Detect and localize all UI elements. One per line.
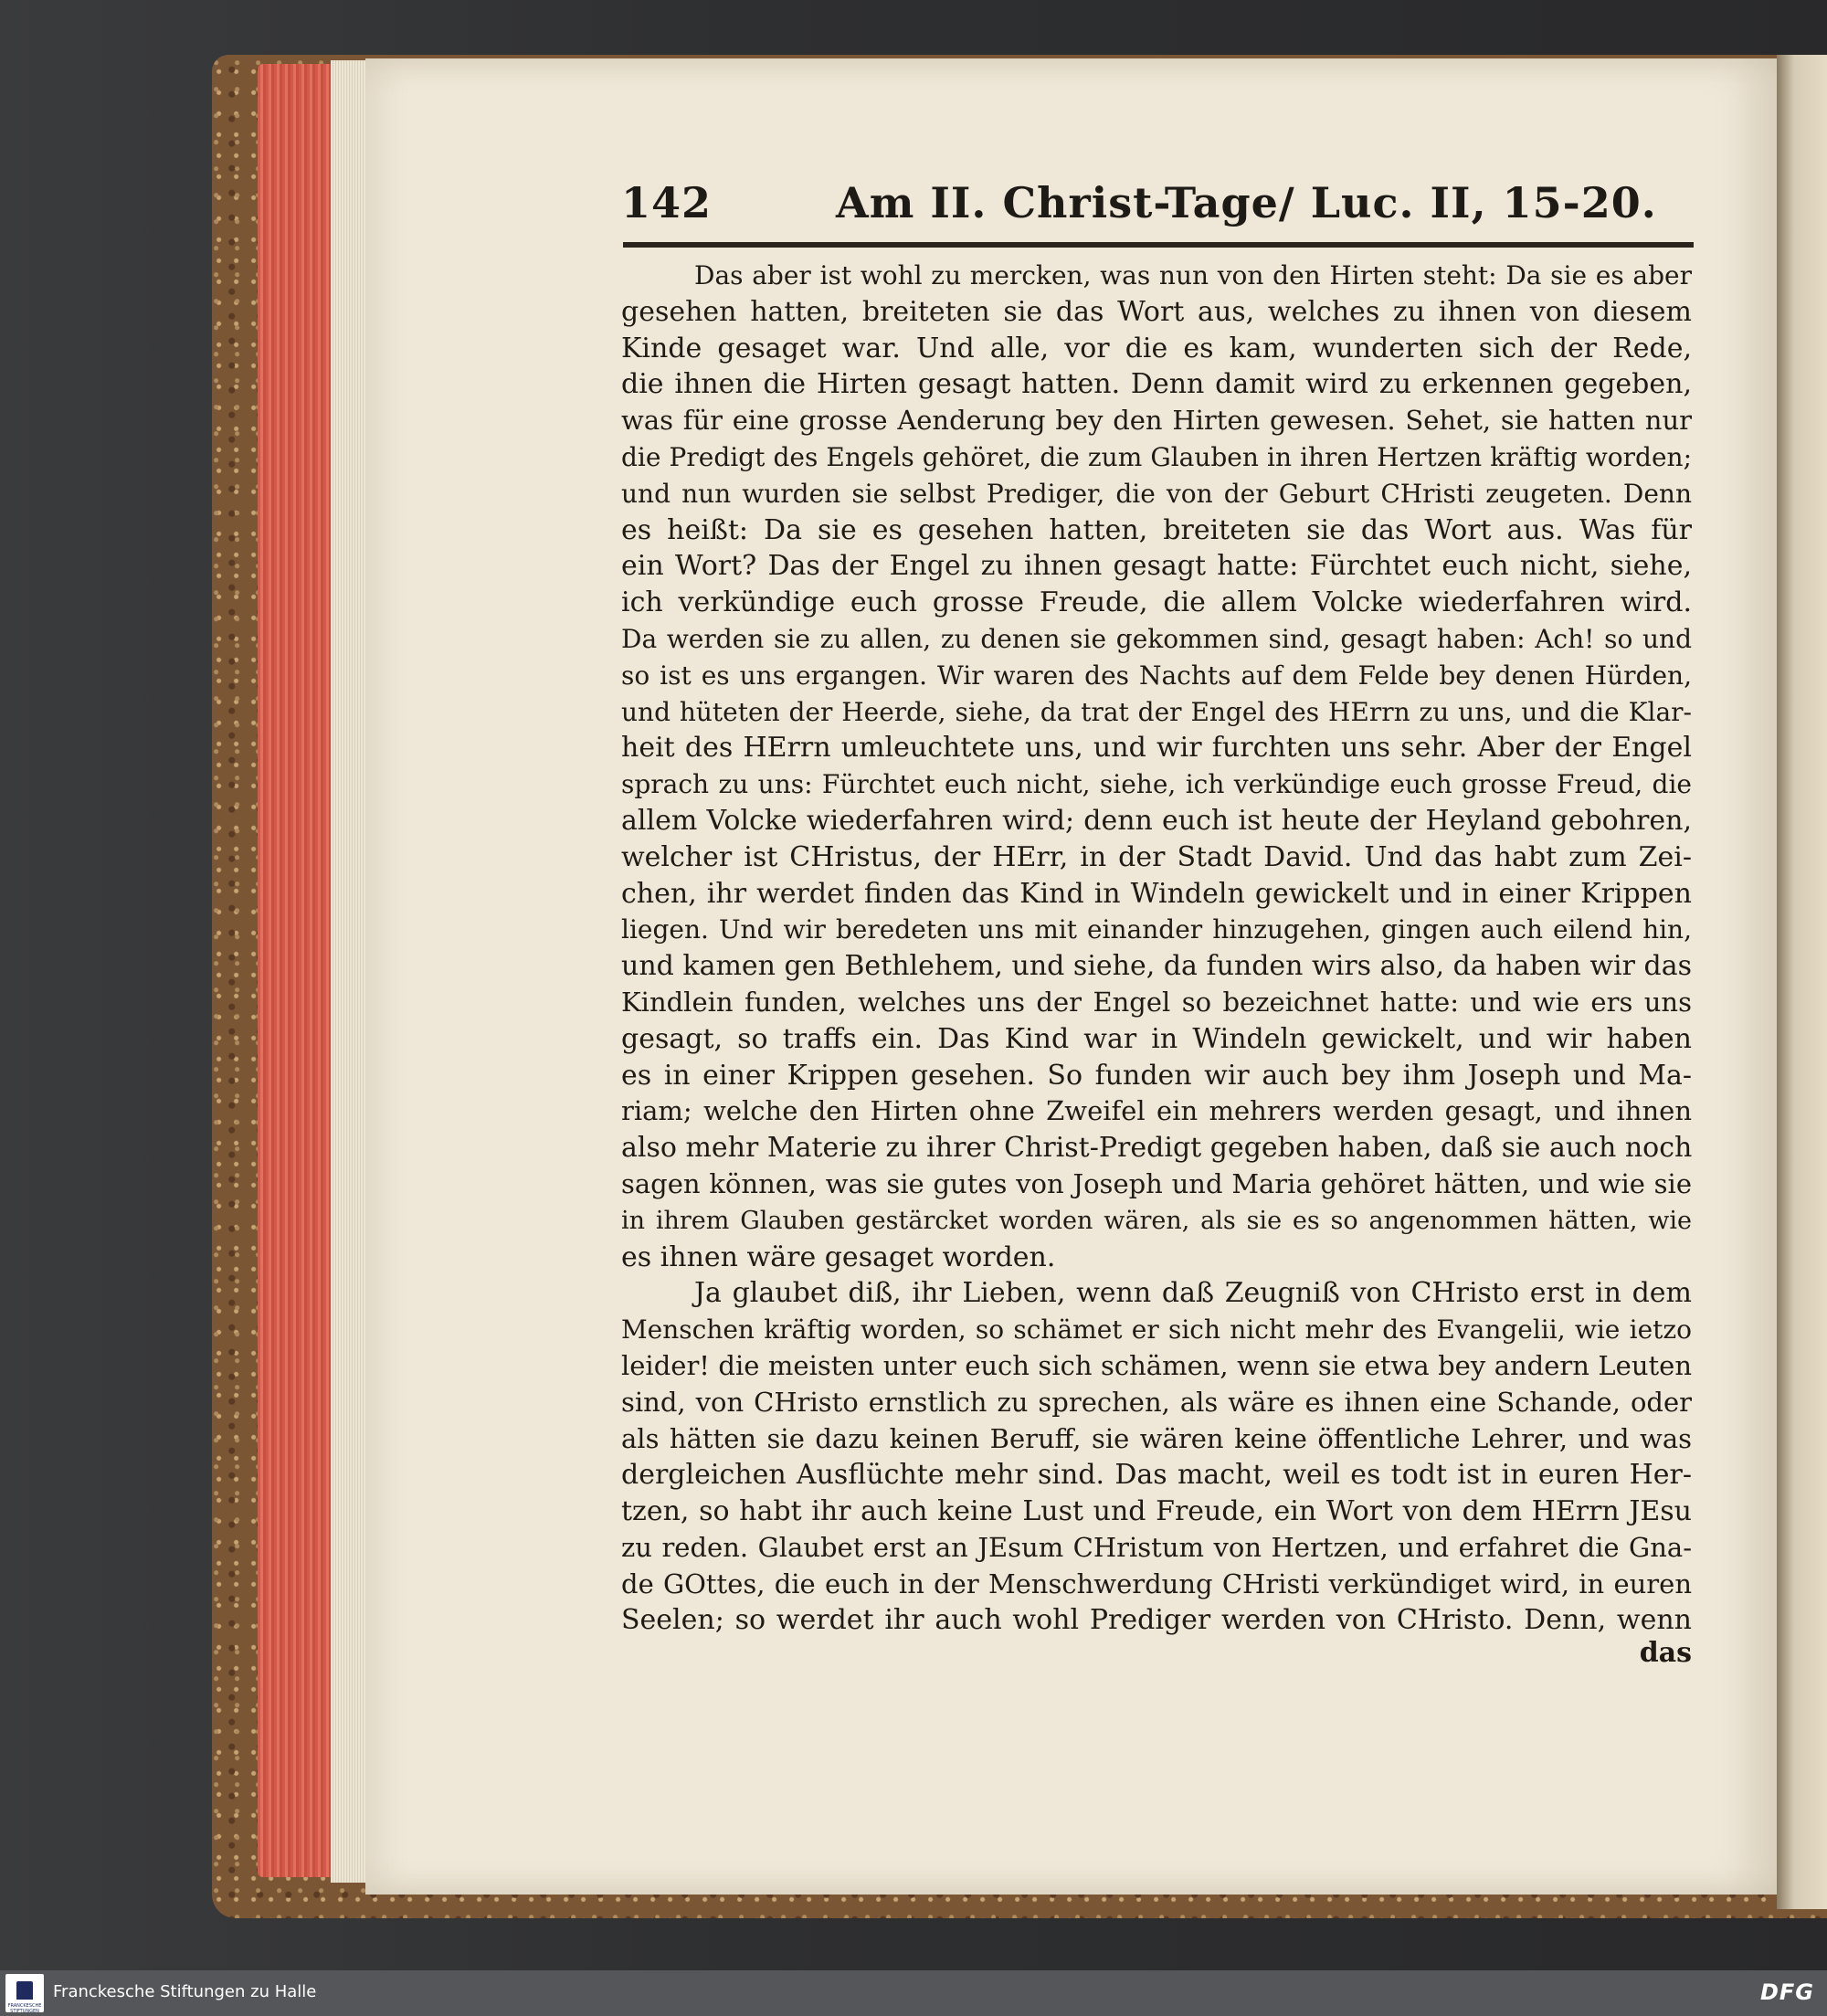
running-head [621,178,1699,242]
text-line: de GOttes, die euch in der Menschwerdung CHristi verkündiget wird, in euren [621,1567,1692,1599]
red-page-edge [258,64,333,1877]
text-line: allem Volcke wiederfahren wird; denn euch ist heute der Heyland gebohren, [621,804,1692,837]
running-head-title: Am II. Christ-Tage/ Luc. II, 15-20. [836,178,1657,227]
text-line: Da werden sie zu allen, zu denen sie gekommen sind, gesagt haben: Ach! so und [621,623,1692,654]
facing-page [1777,55,1827,1909]
text-line: was für eine grosse Aenderung bey den Hirten gewesen. Sehet, sie hatten nur [621,405,1692,437]
header-rule [623,242,1694,248]
text-line: tzen, so habt ihr auch keine Lust und Freude, ein Wort von dem HErrn JEsu [621,1495,1692,1528]
body-text [621,258,1692,1669]
text-line: sagen können, was sie gutes von Joseph und Maria gehöret hätten, und wie sie [621,1167,1692,1199]
institution-logo[interactable] [5,1974,44,2012]
text-line: Seelen; so werdet ihr auch wohl Prediger werden von CHristo. Denn, wenn [621,1604,1692,1637]
text-line: riam; welche den Hirten ohne Zweifel ein mehrers werden gesagt, und ihnen [621,1095,1692,1127]
text-line: gesehen hatten, breiteten sie das Wort aus, welches zu ihnen von diesem [621,295,1692,328]
text-line: also mehr Materie zu ihrer Christ-Predigt gegeben haben, daß sie auch noch [621,1132,1692,1165]
text-line: gesagt, so traffs ein. Das Kind war in Windeln gewickelt, und wir haben [621,1022,1692,1055]
logo-text: FRANCKESCHE STIFTUNGEN [7,2003,42,2014]
text-line: und hüteten der Heerde, siehe, da trat der Engel des HErrn zu uns, und die Klar- [621,696,1692,727]
viewer-footer [0,1970,1827,2016]
text-line: zu reden. Glaubet erst an JEsum CHristum von Hertzen, und erfahret die Gna- [621,1531,1692,1563]
text-line: die ihnen die Hirten gesagt hatten. Denn damit wird zu erkennen gegeben, [621,368,1692,401]
text-line: und nun wurden sie selbst Prediger, die von der Geburt CHristi zeugeten. Denn [621,478,1692,509]
text-line: liegen. Und wir beredeten uns mit einander hinzugehen, gingen auch eilend hin, [621,914,1692,945]
text-line: chen, ihr werdet finden das Kind in Windeln gewickelt und in einer Krippen [621,877,1692,910]
text-line: dergleichen Ausflüchte mehr sind. Das macht, weil es todt ist in euren Her- [621,1459,1692,1492]
text-line: in ihrem Glauben gestärcket worden wären, als sie es so angenommen hätten, wie [621,1206,1692,1235]
dfg-logo[interactable]: DFG [1759,1979,1814,2005]
text-line: es heißt: Da sie es gesehen hatten, breiteten sie das Wort aus. Was für [621,513,1692,546]
text-line: sind, von CHristo ernstlich zu sprechen, als wäre es ihnen eine Schande, oder [621,1386,1692,1418]
institution-name[interactable]: Franckesche Stiftungen zu Halle [53,1982,317,2001]
text-line: leider! die meisten unter euch sich schämen, wenn sie etwa bey andern Leuten [621,1349,1692,1381]
catchword: das [1639,1637,1692,1669]
text-line: Kinde gesaget war. Und alle, vor die es kam, wunderten sich der Rede, [621,332,1692,364]
text-line: und kamen gen Bethlehem, und siehe, da funden wirs also, da haben wir das [621,950,1692,983]
text-line: die Predigt des Engels gehöret, die zum Glauben in ihren Hertzen kräftig worden; [621,441,1692,472]
page-number: 142 [621,178,713,227]
text-line: so ist es uns ergangen. Wir waren des Nachts auf dem Felde bey denen Hürden, [621,660,1692,691]
building-icon [16,1981,33,2000]
text-line: es in einer Krippen gesehen. So funden wir auch bey ihm Joseph und Ma- [621,1059,1692,1092]
text-line: heit des HErrn umleuchtete uns, und wir furchten uns sehr. Aber der Engel [621,732,1692,765]
text-line: als hätten sie dazu keinen Beruff, sie wären keine öffentliche Lehrer, und was [621,1422,1692,1454]
text-line: Menschen kräftig worden, so schämet er sich nicht mehr des Evangelii, wie ietzo [621,1314,1692,1346]
text-line: es ihnen wäre gesaget worden. [621,1240,1056,1273]
text-line: welcher ist CHristus, der HErr, in der Stadt David. Und das habt zum Zei- [621,840,1692,873]
text-line: Das aber ist wohl zu mercken, was nun von den Hirten steht: Da sie es aber [694,260,1692,290]
text-line: sprach zu uns: Fürchtet euch nicht, siehe, ich verkündige euch grosse Freud, die [621,769,1692,800]
text-line: ein Wort? Das der Engel zu ihnen gesagt hatte: Fürchtet euch nicht, siehe, [621,550,1692,583]
text-line: Ja glaubet diß, ihr Lieben, wenn daß Zeugniß von CHristo erst in dem [694,1277,1692,1310]
text-line: Kindlein funden, welches uns der Engel so bezeichnet hatte: und wie ers uns [621,986,1692,1018]
text-line: ich verkündige euch grosse Freude, die allem Volcke wiederfahren wird. [621,586,1692,619]
